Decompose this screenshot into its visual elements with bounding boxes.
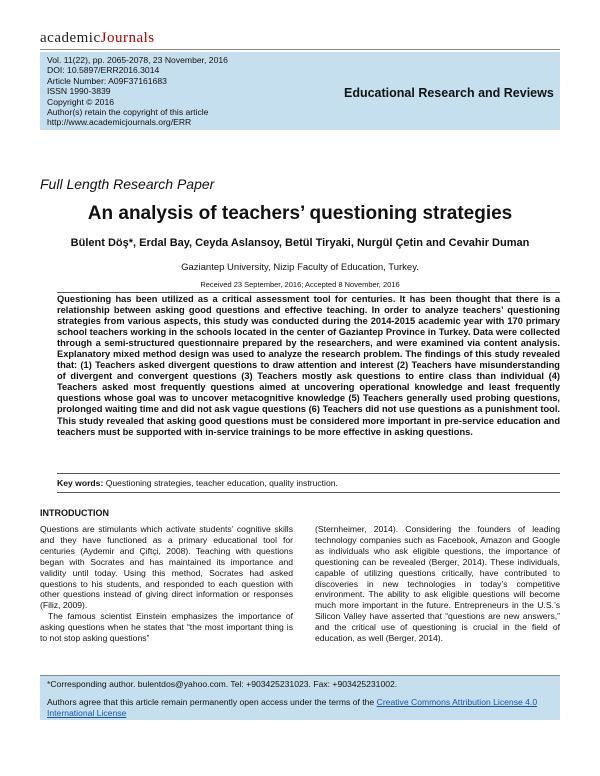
paper-type: Full Length Research Paper (40, 176, 215, 192)
keywords-label: Key words: (57, 478, 104, 488)
abstract-top-rule (57, 292, 560, 293)
logo-prefix: academic (40, 30, 101, 46)
body-left-column (40, 524, 293, 644)
meta-issn: ISSN 1990-3839 (47, 86, 111, 97)
keywords-list: Questioning strategies, teacher education, quality instruction. (105, 478, 338, 488)
keywords-bottom-rule (57, 492, 560, 493)
article-meta (47, 55, 228, 128)
license-link[interactable]: Creative Commons Attribution License 4.0 International License (47, 697, 538, 718)
publisher-logo (40, 30, 155, 47)
meta-copyright: Copyright © 2016 (47, 96, 115, 107)
meta-rights: Author(s) retain the copyright of this article (47, 107, 209, 118)
abstract: Questioning has been utilized as a critical assessment tool for centuries. It has been thought that there is a relationship between asking good questions and effective teaching. In order to analyze teachers’ questioning strategies from various aspects, this study was conducted during the 2014-2015 academic year with 170 primary school teachers working in the schools located in the center of Gaziantep Province in Turkey. Data were collected through a semi-structured questionnaire prepared by the researchers, and were examined via content analysis. Explanatory mixed method design was used to analyze the research problem. The findings of this study revealed that: (1) Teachers asked divergent questions to draw attention and interest (2) Teachers have misunderstanding of divergent and convergent questions (3) Teachers mostly ask questions to entire class than individual (4) Teachers asked most frequently questions aimed at uncovering operational knowledge and least frequently questions whose goal was to uncover metacognitive knowledge (5) Teachers generally used probing questions, prolonged waiting time and did not ask vague questions (6) Teachers did not use questions as a punishment tool. This study revealed that asking good questions must be considered more important in pre-service education and teachers must be supported with in-service trainings to be more effective in asking questions. (57, 294, 560, 437)
meta-url[interactable]: http://www.academicjournals.org/ERR (47, 117, 192, 128)
received-accepted-dates: Received 23 September, 2016; Accepted 8 November, 2016 (200, 280, 400, 289)
body-paragraph: Questions are stimulants which activate students’ cognitive skills and they have functioned as a primary educational tool for centuries (Aydemir and Çiftçi, 2008). Teaching with questions began with Socrates and has maintained its importance and validity until today. Using this method, Socrates had asked questions to his students, and responded to each question with other questions instead of giving direct information or responses (Filiz, 2009). (40, 524, 293, 611)
meta-volume: Vol. 11(22), pp. 2065-2078, 23 November, 2016 (47, 55, 228, 65)
body-right-column (315, 524, 560, 644)
meta-doi: DOI: 10.5897/ERR2016.3014 (47, 65, 160, 76)
corresponding-author: *Corresponding author. bulentdos@yahoo.com. Tel: +903425231023. Fax: +903425231002. (47, 679, 398, 689)
journal-name: Educational Research and Reviews (344, 86, 554, 100)
author-list: Bülent Döş*, Erdal Bay, Ceyda Aslansoy, Betül Tiryaki, Nurgül Çetin and Cevahir Duman (70, 237, 530, 249)
section-heading: INTRODUCTION (40, 508, 109, 518)
meta-article-number: Article Number: A09F37161683 (47, 75, 167, 86)
keywords (57, 478, 560, 488)
body-paragraph: (Sternheimer, 2014). Considering the founders of leading technology companies such as Facebook, Amazon and Google as individuals who ask eligible questions, the importance of questioning can be revealed (Berger, 2014). These individuals, capable of utilizing questions critically, have contributed to discoveries in new technologies in today’s competitive environment. The ability to ask eligible questions will become much more important in the future. Entrepreneurs in the U.S.’s Silicon Valley have asserted that “questions are new answers,” and the critical use of questioning is crucial in the field of education, as well (Berger, 2014). (315, 524, 560, 644)
body-paragraph: The famous scientist Einstein emphasizes the importance of asking questions when he states that “the most important thing is to not stop asking questions” (40, 611, 293, 644)
affiliation: Gaziantep University, Nizip Faculty of Education, Turkey. (181, 262, 419, 273)
header-divider (40, 49, 560, 50)
license-text: Authors agree that this article remain permanently open access under the terms of the (47, 697, 377, 707)
license-notice (47, 697, 553, 719)
article-title: An analysis of teachers’ questioning strategies (87, 203, 513, 224)
abstract-bottom-rule (57, 473, 560, 474)
logo-suffix: Journals (100, 30, 155, 46)
